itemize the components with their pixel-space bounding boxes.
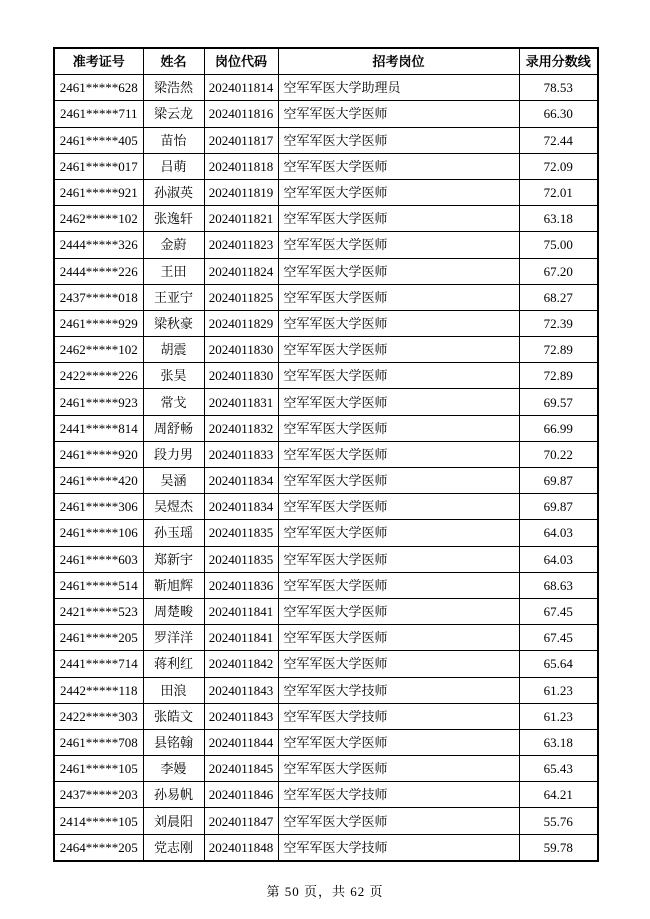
table-cell: 2024011830 xyxy=(204,363,278,389)
table-row xyxy=(54,206,598,232)
table-row xyxy=(54,441,598,467)
table-cell: 2461*****105 xyxy=(54,756,143,782)
column-header: 准考证号 xyxy=(54,48,143,75)
table-row xyxy=(54,651,598,677)
table-cell: 2024011841 xyxy=(204,598,278,624)
table-cell: 2414*****105 xyxy=(54,808,143,834)
table-cell: 2024011831 xyxy=(204,389,278,415)
table-cell: 空军军医大学医师 xyxy=(278,127,519,153)
table-row xyxy=(54,546,598,572)
table-cell: 67.45 xyxy=(519,598,598,624)
table-cell: 常戈 xyxy=(143,389,204,415)
table-cell: 2024011816 xyxy=(204,101,278,127)
table-cell: 吴煜杰 xyxy=(143,494,204,520)
table-cell: 2441*****814 xyxy=(54,415,143,441)
table-cell: 59.78 xyxy=(519,834,598,861)
table-cell: 空军军医大学助理员 xyxy=(278,75,519,101)
table-cell: 2024011830 xyxy=(204,337,278,363)
table-cell: 2024011843 xyxy=(204,703,278,729)
table-cell: 2024011823 xyxy=(204,232,278,258)
table-row xyxy=(54,127,598,153)
table-cell: 2024011834 xyxy=(204,494,278,520)
table-cell: 空军军医大学医师 xyxy=(278,625,519,651)
table-cell: 空军军医大学医师 xyxy=(278,729,519,755)
table-cell: 2024011844 xyxy=(204,729,278,755)
score-table xyxy=(53,47,599,862)
table-cell: 69.87 xyxy=(519,494,598,520)
table-cell: 2461*****921 xyxy=(54,179,143,205)
table-cell: 2421*****523 xyxy=(54,598,143,624)
table-cell: 梁云龙 xyxy=(143,101,204,127)
table-cell: 67.20 xyxy=(519,258,598,284)
table-cell: 2024011841 xyxy=(204,625,278,651)
table-cell: 2461*****711 xyxy=(54,101,143,127)
table-cell: 2462*****102 xyxy=(54,206,143,232)
table-cell: 2024011821 xyxy=(204,206,278,232)
table-row xyxy=(54,703,598,729)
table-cell: 75.00 xyxy=(519,232,598,258)
table-cell: 66.30 xyxy=(519,101,598,127)
table-cell: 2024011824 xyxy=(204,258,278,284)
table-cell: 胡震 xyxy=(143,337,204,363)
table-cell: 2024011825 xyxy=(204,284,278,310)
table-row xyxy=(54,75,598,101)
table-cell: 靳旭辉 xyxy=(143,572,204,598)
table-cell: 空军军医大学医师 xyxy=(278,101,519,127)
table-cell: 空军军医大学技师 xyxy=(278,677,519,703)
table-cell: 64.03 xyxy=(519,546,598,572)
table-cell: 68.27 xyxy=(519,284,598,310)
table-row xyxy=(54,232,598,258)
table-cell: 空军军医大学医师 xyxy=(278,756,519,782)
table-row xyxy=(54,625,598,651)
table-cell: 周楚畯 xyxy=(143,598,204,624)
table-cell: 2461*****929 xyxy=(54,310,143,336)
table-cell: 2461*****708 xyxy=(54,729,143,755)
table-cell: 空军军医大学医师 xyxy=(278,284,519,310)
table-cell: 周舒畅 xyxy=(143,415,204,441)
page-number: 第 50 页，共 62 页 xyxy=(266,884,384,899)
table-cell: 2461*****106 xyxy=(54,520,143,546)
table-cell: 孙易帆 xyxy=(143,782,204,808)
table-cell: 2024011819 xyxy=(204,179,278,205)
table-cell: 空军军医大学医师 xyxy=(278,310,519,336)
table-cell: 2461*****205 xyxy=(54,625,143,651)
table-cell: 65.64 xyxy=(519,651,598,677)
table-cell: 2442*****118 xyxy=(54,677,143,703)
table-cell: 69.57 xyxy=(519,389,598,415)
table-cell: 空军军医大学医师 xyxy=(278,808,519,834)
table-cell: 72.89 xyxy=(519,337,598,363)
table-row xyxy=(54,782,598,808)
table-row xyxy=(54,389,598,415)
table-body xyxy=(54,75,598,861)
table-cell: 苗怡 xyxy=(143,127,204,153)
table-cell: 72.01 xyxy=(519,179,598,205)
table-cell: 王亚宁 xyxy=(143,284,204,310)
table-cell: 2024011843 xyxy=(204,677,278,703)
table-cell: 63.18 xyxy=(519,206,598,232)
table-cell: 空军军医大学医师 xyxy=(278,415,519,441)
table-cell: 空军军医大学技师 xyxy=(278,834,519,861)
table-cell: 67.45 xyxy=(519,625,598,651)
table-cell: 2422*****226 xyxy=(54,363,143,389)
table-cell: 2461*****923 xyxy=(54,389,143,415)
table-cell: 空军军医大学医师 xyxy=(278,389,519,415)
table-cell: 金蔚 xyxy=(143,232,204,258)
table-cell: 梁浩然 xyxy=(143,75,204,101)
table-row xyxy=(54,101,598,127)
table-cell: 孙玉瑶 xyxy=(143,520,204,546)
column-header: 姓名 xyxy=(143,48,204,75)
table-cell: 2024011848 xyxy=(204,834,278,861)
table-cell: 70.22 xyxy=(519,441,598,467)
table-cell: 空军军医大学医师 xyxy=(278,179,519,205)
table-cell: 2024011845 xyxy=(204,756,278,782)
table-cell: 2024011818 xyxy=(204,153,278,179)
table-row xyxy=(54,310,598,336)
table-cell: 66.99 xyxy=(519,415,598,441)
table-cell: 61.23 xyxy=(519,677,598,703)
table-cell: 李嫚 xyxy=(143,756,204,782)
table-row xyxy=(54,756,598,782)
table-cell: 梁秋豪 xyxy=(143,310,204,336)
table-cell: 2437*****018 xyxy=(54,284,143,310)
table-cell: 空军军医大学医师 xyxy=(278,468,519,494)
table-cell: 2461*****920 xyxy=(54,441,143,467)
table-cell: 空军军医大学医师 xyxy=(278,546,519,572)
table-cell: 2422*****303 xyxy=(54,703,143,729)
table-cell: 2461*****514 xyxy=(54,572,143,598)
table-row xyxy=(54,729,598,755)
table-cell: 罗洋洋 xyxy=(143,625,204,651)
column-header: 招考岗位 xyxy=(278,48,519,75)
table-cell: 空军军医大学医师 xyxy=(278,153,519,179)
table-row xyxy=(54,468,598,494)
table-cell: 2461*****603 xyxy=(54,546,143,572)
table-cell: 64.03 xyxy=(519,520,598,546)
table-cell: 吴涵 xyxy=(143,468,204,494)
column-header: 录用分数线 xyxy=(519,48,598,75)
table-cell: 田浪 xyxy=(143,677,204,703)
table-cell: 空军军医大学医师 xyxy=(278,258,519,284)
table-cell: 张逸轩 xyxy=(143,206,204,232)
table-row xyxy=(54,415,598,441)
table-row xyxy=(54,153,598,179)
table-cell: 63.18 xyxy=(519,729,598,755)
table-cell: 2024011829 xyxy=(204,310,278,336)
table-cell: 61.23 xyxy=(519,703,598,729)
table-cell: 空军军医大学医师 xyxy=(278,441,519,467)
table-row xyxy=(54,363,598,389)
table-cell: 2024011833 xyxy=(204,441,278,467)
table-cell: 2461*****420 xyxy=(54,468,143,494)
table-cell: 2024011847 xyxy=(204,808,278,834)
table-cell: 空军军医大学医师 xyxy=(278,651,519,677)
table-cell: 72.44 xyxy=(519,127,598,153)
table-cell: 空军军医大学技师 xyxy=(278,782,519,808)
column-header: 岗位代码 xyxy=(204,48,278,75)
table-row xyxy=(54,520,598,546)
table-cell: 2024011834 xyxy=(204,468,278,494)
table-row xyxy=(54,284,598,310)
table-cell: 党志刚 xyxy=(143,834,204,861)
table-cell: 2024011835 xyxy=(204,520,278,546)
table-cell: 蒋利红 xyxy=(143,651,204,677)
table-cell: 2024011814 xyxy=(204,75,278,101)
table-cell: 72.89 xyxy=(519,363,598,389)
table-row xyxy=(54,598,598,624)
table-row xyxy=(54,834,598,861)
table-row xyxy=(54,572,598,598)
table-cell: 张皓文 xyxy=(143,703,204,729)
table-cell: 2444*****226 xyxy=(54,258,143,284)
table-cell: 吕萌 xyxy=(143,153,204,179)
table-header-row xyxy=(54,48,598,75)
table-cell: 2461*****306 xyxy=(54,494,143,520)
table-cell: 空军军医大学医师 xyxy=(278,598,519,624)
table-row xyxy=(54,179,598,205)
table-cell: 55.76 xyxy=(519,808,598,834)
table-cell: 孙淑英 xyxy=(143,179,204,205)
table-cell: 2024011846 xyxy=(204,782,278,808)
table-cell: 空军军医大学医师 xyxy=(278,363,519,389)
table-cell: 刘晨阳 xyxy=(143,808,204,834)
table-cell: 65.43 xyxy=(519,756,598,782)
table-row xyxy=(54,337,598,363)
table-cell: 空军军医大学医师 xyxy=(278,520,519,546)
table-row xyxy=(54,494,598,520)
table-cell: 2024011832 xyxy=(204,415,278,441)
table-cell: 72.09 xyxy=(519,153,598,179)
table-cell: 2461*****405 xyxy=(54,127,143,153)
table-cell: 2024011817 xyxy=(204,127,278,153)
table-cell: 2461*****628 xyxy=(54,75,143,101)
table-cell: 2464*****205 xyxy=(54,834,143,861)
table-cell: 2444*****326 xyxy=(54,232,143,258)
table-cell: 空军军医大学医师 xyxy=(278,337,519,363)
table-cell: 空军军医大学医师 xyxy=(278,494,519,520)
table-cell: 段力男 xyxy=(143,441,204,467)
table-cell: 2461*****017 xyxy=(54,153,143,179)
table-cell: 空军军医大学医师 xyxy=(278,206,519,232)
table-row xyxy=(54,677,598,703)
table-cell: 2441*****714 xyxy=(54,651,143,677)
table-cell: 69.87 xyxy=(519,468,598,494)
table-cell: 2024011842 xyxy=(204,651,278,677)
table-cell: 空军军医大学医师 xyxy=(278,572,519,598)
table-cell: 2437*****203 xyxy=(54,782,143,808)
table-cell: 68.63 xyxy=(519,572,598,598)
table-cell: 王田 xyxy=(143,258,204,284)
table-cell: 县铭翰 xyxy=(143,729,204,755)
table-cell: 72.39 xyxy=(519,310,598,336)
table-cell: 2024011836 xyxy=(204,572,278,598)
table-cell: 2462*****102 xyxy=(54,337,143,363)
table-cell: 空军军医大学医师 xyxy=(278,232,519,258)
table-cell: 2024011835 xyxy=(204,546,278,572)
table-cell: 郑新宇 xyxy=(143,546,204,572)
table-cell: 张昊 xyxy=(143,363,204,389)
table-cell: 空军军医大学技师 xyxy=(278,703,519,729)
table-row xyxy=(54,258,598,284)
table-cell: 78.53 xyxy=(519,75,598,101)
table-row xyxy=(54,808,598,834)
table-cell: 64.21 xyxy=(519,782,598,808)
